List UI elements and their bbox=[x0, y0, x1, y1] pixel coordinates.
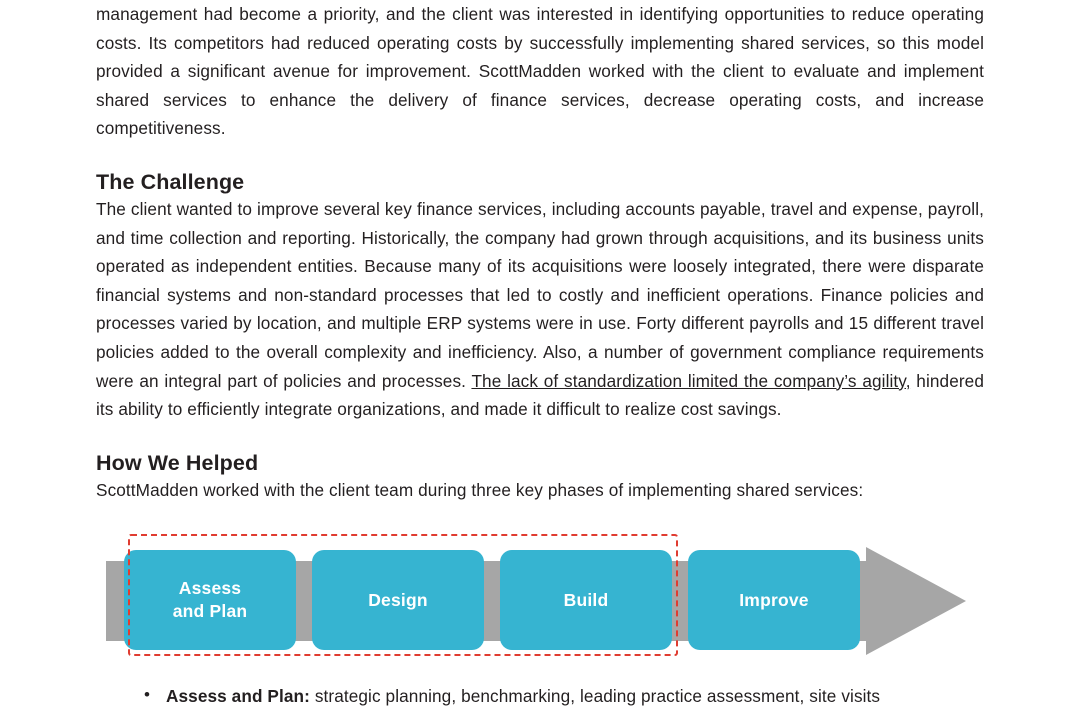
challenge-paragraph bbox=[96, 195, 984, 424]
process-phase-build bbox=[500, 550, 672, 650]
challenge-text-part1: The client wanted to improve several key finance services, including accounts payable, travel and expense, payroll, and time collection and reporting. Historically, the company had grown through acquisitions, and its business units operated as independent entities. Because many of its acquisitions were loosely integrated, there were disparate financial systems and non-standard processes that led to costly and inefficient operations. Finance policies and processes varied by location, and multiple ERP systems were in use. Forty different payrolls and 15 different travel policies added to the overall complexity and inefficiency. Also, a number of government compliance requirements were an integral part of policies and processes. bbox=[96, 198, 984, 391]
list-item bbox=[166, 682, 984, 710]
section-heading-how-we-helped: How We Helped bbox=[96, 450, 259, 475]
process-phase-improve bbox=[688, 550, 860, 650]
challenge-text-part2: hindered its ability to efficiently integrate organizations, and made it difficult to realize cost savings. bbox=[96, 370, 985, 420]
phase-label-line1: Design bbox=[368, 589, 428, 610]
phase-label-line1: Assess bbox=[178, 578, 242, 599]
how-we-helped-intro: ScottMadden worked with the client team during three key phases of implementing shared services: bbox=[96, 479, 864, 500]
bullet-term: Assess and Plan: bbox=[166, 686, 310, 707]
intro-paragraph: management had become a priority, and the client was interested in identifying opportunities to reduce operating costs. Its competitors had reduced operating costs by successfully implementing shared services, so this model provided a significant avenue for improvement. ScottMadden worked with the client to evaluate and implement shared services to enhance the delivery of finance services, decrease operating costs, and increase competitiveness. bbox=[96, 4, 984, 139]
bullet-text: strategic planning, benchmarking, leading practice assessment, site visits bbox=[309, 686, 881, 707]
process-diagram bbox=[106, 528, 976, 660]
phase-detail-list bbox=[96, 682, 984, 710]
process-phase-assess-and-plan bbox=[124, 550, 296, 650]
phase-label-line1: Improve bbox=[739, 589, 809, 610]
process-phase-list bbox=[124, 550, 860, 650]
challenge-underlined-phrase: The lack of standardization limited the company’s agility, bbox=[471, 370, 911, 391]
phase-label-line1: Build bbox=[563, 589, 609, 610]
section-heading-challenge: The Challenge bbox=[96, 169, 245, 194]
process-phase-design bbox=[312, 550, 484, 650]
phase-label-line2: and Plan bbox=[172, 601, 248, 622]
